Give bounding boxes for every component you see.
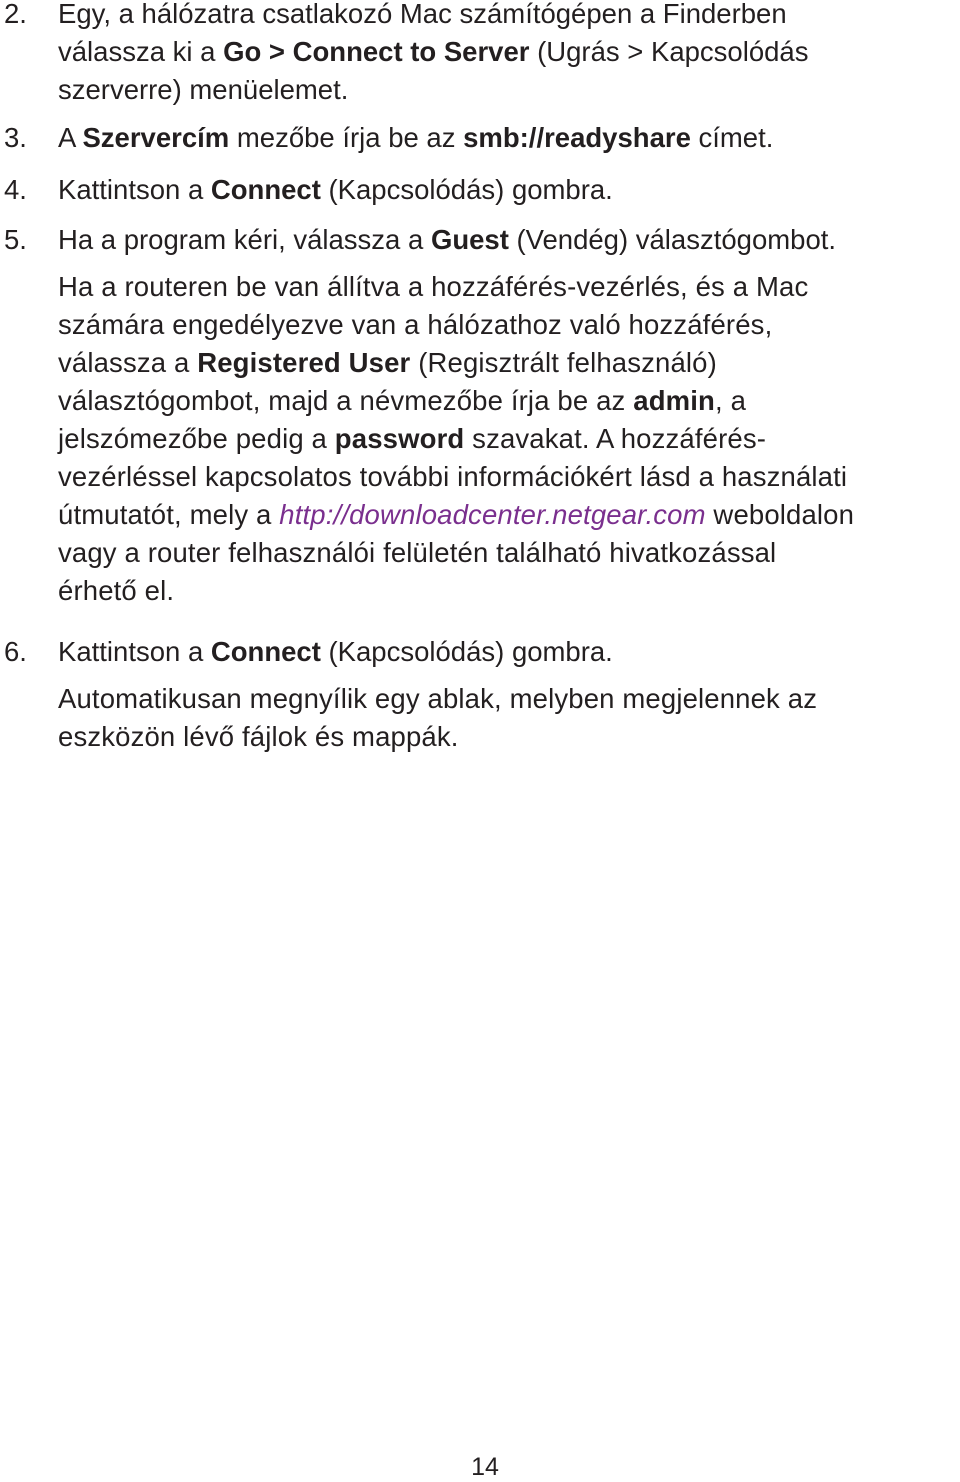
text-line: szerverre) menüelemet. <box>58 74 349 105</box>
step-5-note <box>58 268 960 610</box>
step-text <box>58 633 960 671</box>
text-line: Egy, a hálózatra csatlakozó Mac számítógépen a Finderben <box>58 0 787 29</box>
text-line: vagy a router felhasználói felületén található hivatkozással <box>58 537 777 568</box>
step-text <box>58 119 960 157</box>
step-number: 5. <box>4 224 27 255</box>
text-line: választógombot, majd a névmezőbe írja be az admin, a <box>58 385 747 416</box>
text-line: érhető el. <box>58 575 175 606</box>
text-line: számára engedélyezve van a hálózathoz való hozzáférés, <box>58 309 773 340</box>
step-number: 2. <box>4 0 27 29</box>
text-line: Kattintson a Connect (Kapcsolódás) gombra. <box>58 174 613 205</box>
step-text <box>58 171 960 209</box>
bold-term: Connect <box>210 174 321 205</box>
bold-term: Connect <box>210 636 321 667</box>
text-line: útmutatót, mely a http://downloadcenter.netgear.com weboldalon <box>58 499 855 530</box>
bold-term: smb://readyshare <box>463 122 691 153</box>
bold-term: Go > Connect to Server <box>223 36 530 67</box>
text-line: eszközön lévő fájlok és mappák. <box>58 721 459 752</box>
bold-term: Szervercím <box>82 122 230 153</box>
step-number: 3. <box>4 122 27 153</box>
step-text <box>58 0 960 109</box>
text-line: válassza ki a Go > Connect to Server (Ugrás > Kapcsolódás <box>58 36 809 67</box>
step-number: 6. <box>4 636 27 667</box>
bold-term: Guest <box>430 224 509 255</box>
bold-term: password <box>334 423 465 454</box>
step-number: 4. <box>4 174 27 205</box>
bold-term: admin <box>633 385 715 416</box>
text-line: A Szervercím mezőbe írja be az smb://readyshare címet. <box>58 122 774 153</box>
bold-term: Registered User <box>197 347 411 378</box>
text-line: Ha a routeren be van állítva a hozzáférés-vezérlés, és a Mac <box>58 271 809 302</box>
text-line: Kattintson a Connect (Kapcsolódás) gombra. <box>58 636 613 667</box>
text-line: Ha a program kéri, válassza a Guest (Vendég) választógombot. <box>58 224 837 255</box>
text-line: jelszómezőbe pedig a password szavakat. A hozzáférés- <box>58 423 767 454</box>
text-line: Automatikusan megnyílik egy ablak, melyben megjelennek az <box>58 683 818 714</box>
step-6-note <box>58 680 960 756</box>
page-number: 14 <box>471 1453 499 1481</box>
text-line: vezérléssel kapcsolatos további információkért lásd a használati <box>58 461 848 492</box>
text-line: válassza a Registered User (Regisztrált felhasználó) <box>58 347 717 378</box>
download-center-link[interactable]: http://downloadcenter.netgear.com <box>279 499 706 530</box>
step-text <box>58 221 960 259</box>
